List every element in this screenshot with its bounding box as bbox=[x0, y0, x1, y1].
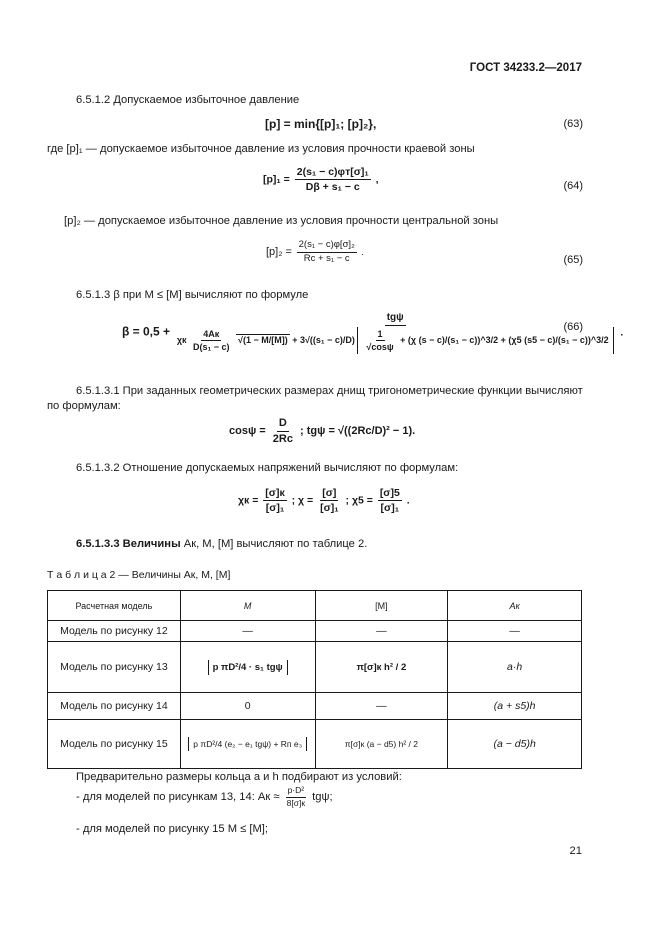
chi5-den: [σ]₁ bbox=[380, 502, 400, 515]
row4-Mallow: π[σ]к (a − d5) h² / 2 bbox=[315, 720, 448, 769]
eq66-lhs: β = 0,5 + bbox=[122, 324, 171, 339]
section-65133-bold: 6.5.1.3.3 Величины bbox=[76, 538, 181, 550]
section-65131-line2: по формулам: bbox=[47, 400, 121, 412]
header-Ak: Aк bbox=[448, 591, 582, 621]
chi-k-num: [σ]к bbox=[263, 487, 286, 501]
chi-fraction bbox=[318, 487, 341, 514]
table-row bbox=[48, 621, 582, 642]
chi-lhs: ; χ = bbox=[291, 494, 314, 507]
eq66-sqrt-moment: √(1 − M/[M]) bbox=[238, 334, 288, 345]
chi-end: . bbox=[406, 494, 410, 507]
eq66-ak-fraction bbox=[191, 329, 231, 353]
cos-fraction bbox=[271, 417, 295, 445]
chi-den: [σ]₁ bbox=[320, 502, 339, 515]
row1-Ak: — bbox=[448, 621, 582, 642]
eq66-chi5-term: + (χ5 (s5 − c)/(s₁ − c))^3/2 bbox=[500, 334, 609, 345]
section-65132-text: 6.5.1.3.2 Отношение допускаемых напряжений вычисляют по формулам: bbox=[76, 462, 459, 474]
equation-64 bbox=[263, 166, 379, 193]
eq66-sqrt-thickness: + 3√((s₁ − c)/D) bbox=[292, 334, 355, 345]
equation-64-number: (64) bbox=[563, 180, 583, 192]
row2-model: Модель по рисунку 13 bbox=[48, 642, 181, 693]
eq64-fraction bbox=[295, 166, 371, 193]
eq65-fraction bbox=[297, 240, 357, 265]
table-header-row bbox=[48, 591, 582, 621]
chi5-lhs: ; χ5 = bbox=[345, 494, 373, 507]
equation-66: β = 0,5 + tgψ χк $\frac{4Aк}{\text{D(s₁ − c)}}$ √(1 − M/[M]) + 3√((s₁ − c)/D) $\frac{1}{√\cos\psi}$ + (χ (s − c)/(s₁ − c))^3/2 + (χ5 (s5 − c)/(s₁ − c))^3/2 . bbox=[122, 312, 623, 354]
section-6512-title: 6.5.1.2 Допускаемое избыточное давление bbox=[76, 94, 300, 106]
eq64-denominator: Dβ + s₁ − c bbox=[305, 181, 360, 194]
row4-model: Модель по рисунку 15 bbox=[48, 720, 181, 769]
chi-k-fraction bbox=[263, 487, 286, 514]
eq66-cos-num: 1 bbox=[376, 329, 385, 341]
eq66-chi-k: χк bbox=[176, 334, 187, 345]
header-Mallow: [M] bbox=[315, 591, 448, 621]
header-model: Расчетная модель bbox=[48, 591, 181, 621]
eq66-chi-term: + (χ (s − c)/(s₁ − c))^3/2 bbox=[400, 334, 499, 345]
cos-den: 2Rс bbox=[272, 432, 293, 445]
section-65131-line1: 6.5.1.3.1 При заданных геометрических размерах днищ тригонометрические функции вычисляют bbox=[76, 385, 583, 397]
chi5-fraction bbox=[378, 487, 402, 514]
cos-num: D bbox=[277, 417, 289, 432]
equation-66-number: (66) bbox=[563, 321, 583, 333]
section-65133 bbox=[76, 538, 367, 550]
table-row bbox=[48, 693, 582, 720]
row4-M: p πD²/4 (e₂ − e₁ tgψ) + Rп e₃ bbox=[180, 720, 315, 769]
table2-caption: Т а б л и ц а 2 — Величины Aк, M, [M] bbox=[47, 569, 231, 581]
eq65-denominator: Rс + s₁ − c bbox=[303, 252, 350, 264]
eq64-numerator: 2(s₁ − c)φт[σ]₁ bbox=[295, 166, 371, 180]
condition-models-13-14 bbox=[76, 786, 333, 809]
eq66-cos-den: √cosψ bbox=[366, 341, 394, 352]
condition-model-15: - для моделей по рисунку 15 M ≤ [M]; bbox=[76, 823, 269, 835]
eq66-denominator bbox=[175, 326, 616, 355]
row1-M: — bbox=[180, 621, 315, 642]
chi-k-den: [σ]₁ bbox=[265, 502, 285, 515]
row3-Ak: (a + s5)h bbox=[448, 693, 582, 720]
eq65-tail: . bbox=[361, 246, 365, 258]
condition1-lhs: - для моделей по рисункам 13, 14: Aк ≈ bbox=[76, 791, 280, 804]
tg-formula: ; tgψ = √((2Rс/D)² − 1). bbox=[300, 425, 416, 438]
chi5-num: [σ]5 bbox=[378, 487, 402, 501]
equation-trig bbox=[229, 417, 415, 445]
condition1-tail: tgψ; bbox=[312, 791, 333, 804]
eq66-cos-fraction bbox=[364, 329, 395, 353]
equation-63: [p] = min{[p]₁; [p]₂}, bbox=[265, 117, 377, 131]
definition-p2: [p]₂ — допускаемое избыточное давление из условия прочности центральной зоны bbox=[64, 215, 499, 227]
table-2 bbox=[47, 590, 582, 769]
page-number: 21 bbox=[569, 845, 582, 857]
row3-model: Модель по рисунку 14 bbox=[48, 693, 181, 720]
condition1-num: p·D² bbox=[286, 786, 307, 798]
section-6513-title: 6.5.1.3 β при M ≤ [M] вычисляют по формуле bbox=[76, 289, 309, 301]
eq66-numerator: tgψ bbox=[385, 312, 406, 326]
eq66-ak-den: D(s₁ − c) bbox=[193, 341, 230, 352]
row2-M: p πD²/4 · s₁ tgψ bbox=[180, 642, 315, 693]
header-M: M bbox=[180, 591, 315, 621]
eq66-fraction bbox=[175, 312, 616, 354]
row2-Mallow: π[σ]к h² / 2 bbox=[315, 642, 448, 693]
standard-header: ГОСТ 34233.2—2017 bbox=[469, 62, 582, 74]
equation-63-number: (63) bbox=[563, 118, 583, 130]
equation-65 bbox=[266, 240, 364, 265]
eq64-tail: , bbox=[375, 173, 379, 186]
condition1-den: 8[σ]к bbox=[286, 797, 306, 808]
condition1-fraction bbox=[285, 786, 307, 809]
table-row bbox=[48, 720, 582, 769]
chi-k-lhs: χк = bbox=[238, 494, 259, 507]
preliminary-sizes-text: Предварительно размеры кольца a и h подбирают из условий: bbox=[76, 771, 402, 783]
row3-M: 0 bbox=[180, 693, 315, 720]
equation-chi bbox=[238, 487, 410, 514]
chi-num: [σ] bbox=[320, 487, 338, 501]
eq65-numerator: 2(s₁ − c)φ[σ]₂ bbox=[297, 240, 357, 253]
row3-Mallow: — bbox=[315, 693, 448, 720]
eq64-lhs: [p]₁ = bbox=[263, 173, 290, 186]
equation-65-number: (65) bbox=[563, 254, 583, 266]
section-65133-rest: Aк, M, [M] вычисляют по таблице 2. bbox=[180, 538, 368, 550]
cos-lhs: cosψ = bbox=[229, 425, 266, 438]
eq66-ak-num: 4Aк bbox=[201, 329, 221, 341]
row1-model: Модель по рисунку 12 bbox=[48, 621, 181, 642]
table-row bbox=[48, 642, 582, 693]
row2-Ak: a·h bbox=[448, 642, 582, 693]
definition-p1: где [p]₁ — допускаемое избыточное давление из условия прочности краевой зоны bbox=[47, 143, 475, 155]
row1-Mallow: — bbox=[315, 621, 448, 642]
eq65-lhs: [p]₂ = bbox=[266, 245, 292, 258]
row4-Ak: (a − d5)h bbox=[448, 720, 582, 769]
